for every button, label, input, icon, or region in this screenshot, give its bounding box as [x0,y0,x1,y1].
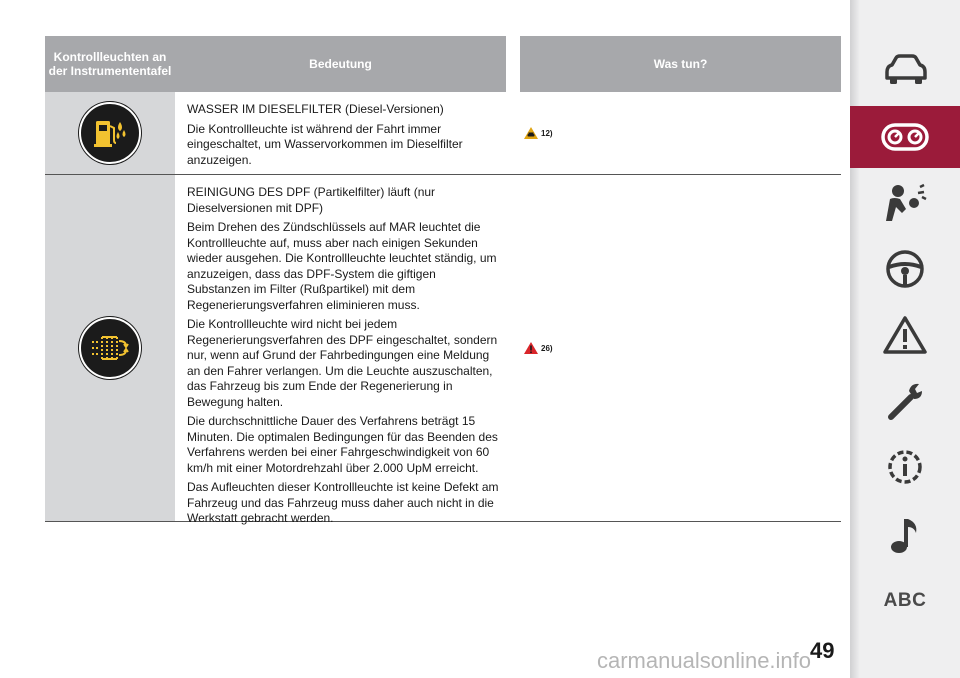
steering-wheel-icon [885,249,925,289]
footnote-number: 26) [541,343,553,353]
caution-car-icon [524,127,538,139]
index-label: ABC [883,590,927,611]
row-title: WASSER IM DIESELFILTER (Diesel-Versionen) [187,102,444,116]
row-text: Beim Drehen des Zündschlüssels auf MAR leuchtet die Kontrollleuchte auf, muss aber nach einigen Sekunden wieder ausgehen. Die Kontrollleuchte leuchtet ständig, um anzuzeigen, dass das DPF-System die giftigen Substanzen im Filter (Rußpartikel) mit dem Regenerierungsverfahren eliminieren muss. [187,220,497,312]
table-row [45,92,841,175]
sidebar-item-index[interactable] [850,570,960,632]
passenger-airbag-icon [882,183,928,223]
watermark: carmanualsonline.info [597,648,812,673]
sidebar-item-instrument-panel[interactable] [850,106,960,168]
info-gear-icon [884,446,926,488]
warning-triangle-icon [883,315,927,355]
row-title: REINIGUNG DES DPF (Partikelfilter) läuft (nur Dieselversionen mit DPF) [187,185,436,215]
warning-light-table [45,36,841,525]
row-text: Das Aufleuchten dieser Kontrollleuchte ist keine Defekt am Fahrzeug und das Fahrzeug muss daher auch nicht in die Werkstatt gebracht werden. [187,480,499,525]
header-warning-lights: Kontrollleuchten an der Instrumententafel [45,36,175,92]
water-in-diesel-filter-icon [79,102,141,164]
instrument-panel-icon [881,122,929,152]
row-text: Die Kontrollleuchte wird nicht bei jedem Regenerierungsverfahren des DPF eingeschaltet, sondern nur, wenn auf Grund der Fahrbedingungen eine Meldung an den Fahrer verlangen. Um die Leuchte auszuschalten, das Fahrzeug bis zum Ende der Regenerierung in Bewegung halten. [187,317,498,409]
header-meaning: Bedeutung [175,36,506,92]
dpf-regeneration-icon [79,317,141,379]
sidebar-item-safety[interactable] [850,172,960,234]
page-number: 49 [810,638,835,663]
sidebar-item-car[interactable] [850,38,960,100]
sidebar-item-technical-data[interactable] [850,436,960,498]
wrench-icon [883,379,927,423]
row-text: Die Kontrollleuchte ist während der Fahrt immer eingeschaltet, um Wasservorkommen im Dieselfilter anzuzeigen. [187,121,463,167]
sidebar-item-emergency[interactable] [850,304,960,366]
music-note-icon [888,515,922,555]
footnote-number: 12) [541,128,553,138]
sidebar-item-maintenance[interactable] [850,370,960,432]
header-what-to-do: Was tun? [520,36,841,92]
sidebar-item-multimedia[interactable] [850,504,960,566]
row-text: Die durchschnittliche Dauer des Verfahrens beträgt 15 Minuten. Die optimalen Bedingungen für das Beenden des Verfahrens werden bei einer Fahrgeschwindigkeit von 60 km/h mit einer Motordrehzahl über 2.000 UpM erreicht. [187,414,498,475]
sidebar-item-driving[interactable] [850,238,960,300]
chapter-sidebar [850,0,960,678]
footnote-reference [524,342,553,354]
table-row [45,175,841,525]
table-header [45,36,841,92]
car-icon [882,52,928,86]
warning-triangle-icon [524,342,538,354]
footnote-reference [524,127,553,139]
